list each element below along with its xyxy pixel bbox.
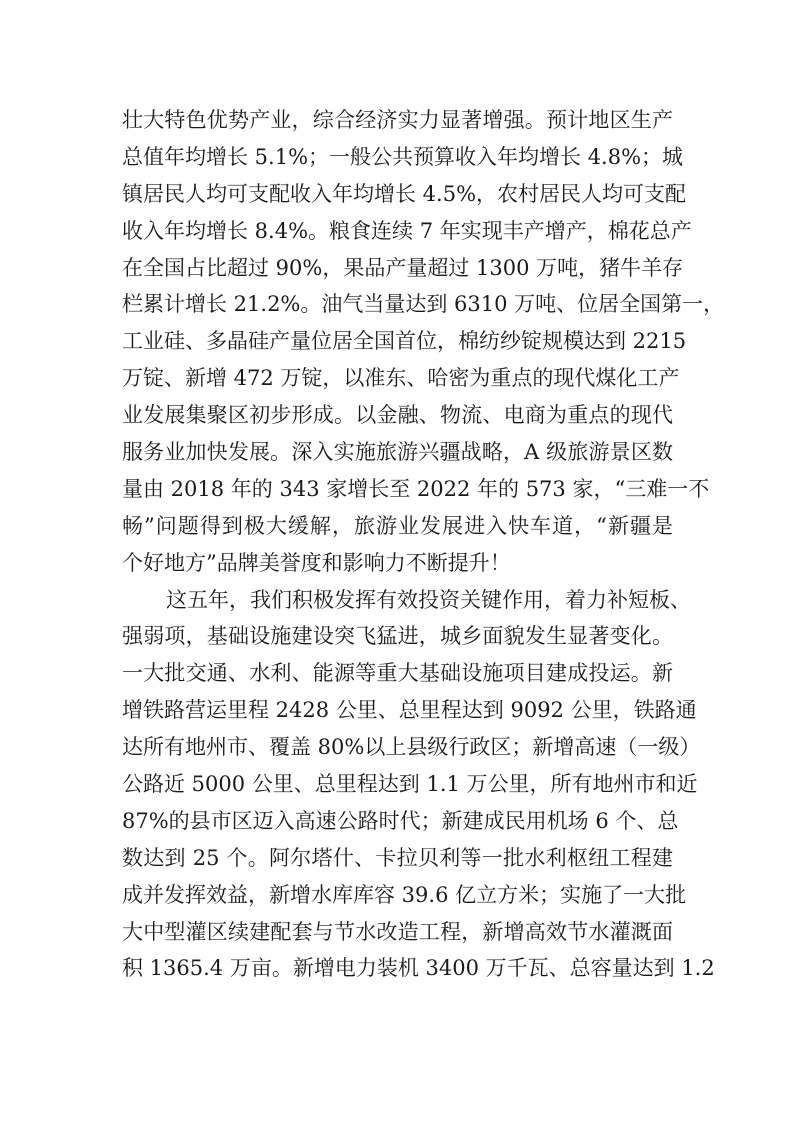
text-line: 工业硅、多晶硅产量位居全国首位，棉纺纱锭规模达到 2215	[122, 329, 687, 354]
text-line: 个好地方”品牌美誉度和影响力不断提升！	[122, 550, 511, 575]
text-line: 万锭、新增 472 万锭，以准东、哈密为重点的现代煤化工产	[122, 366, 680, 391]
text-line: 服务业加快发展。深入实施旅游兴疆战略，A 级旅游景区数	[122, 440, 673, 465]
document-page	[122, 102, 725, 987]
text-line: 87%的县市区迈入高速公路时代；新建成民用机场 6 个、总	[122, 808, 679, 833]
text-line: 收入年均增长 8.4%。粮食连续 7 年实现丰产增产，棉花总产	[122, 218, 692, 243]
text-line: 镇居民人均可支配收入年均增长 4.5%，农村居民人均可支配	[122, 181, 687, 206]
text-line: 成并发挥效益，新增水库库容 39.6 亿立方米；实施了一大批	[122, 882, 687, 907]
text-line: 大中型灌区续建配套与节水改造工程，新增高效节水灌溉面	[122, 919, 673, 944]
text-line: 数达到 25 个。阿尔塔什、卡拉贝利等一批水利枢纽工程建	[122, 845, 673, 870]
text-line: 畅”问题得到极大缓解，旅游业发展进入快车道，“新疆是	[122, 513, 673, 538]
text-line: 这五年，我们积极发挥有效投资关键作用，着力补短板、	[166, 587, 691, 612]
text-line: 栏累计增长 21.2%。油气当量达到 6310 万吨、位居全国第一，	[122, 292, 725, 317]
text-line: 增铁路营运里程 2428 公里、总里程达到 9092 公里，铁路通	[122, 698, 697, 723]
text-line: 量由 2018 年的 343 家增长至 2022 年的 573 家，“三难一不	[122, 476, 710, 501]
text-line: 公路近 5000 公里、总里程达到 1.1 万公里，所有地州市和近	[122, 772, 698, 797]
text-line: 在全国占比超过 90%，果品产量超过 1300 万吨，猪牛羊存	[122, 255, 684, 280]
text-line: 强弱项，基础设施建设突飞猛进，城乡面貌发生显著变化。	[122, 624, 673, 649]
text-line: 积 1365.4 万亩。新增电力装机 3400 万千瓦、总容量达到 1.2	[122, 956, 715, 981]
text-line: 一大批交通、水利、能源等重大基础设施项目建成投运。新	[122, 661, 673, 686]
text-line: 壮大特色优势产业，综合经济实力显著增强。预计地区生产	[122, 108, 673, 132]
paragraph-economy	[122, 102, 725, 582]
text-line: 达所有地州市、覆盖 80%以上县级行政区；新增高速（一级）	[122, 735, 701, 760]
text-line: 总值年均增长 5.1%；一般公共预算收入年均增长 4.8%；城	[122, 144, 684, 169]
paragraph-infrastructure	[122, 582, 715, 988]
text-line: 业发展集聚区初步形成。以金融、物流、电商为重点的现代	[122, 403, 673, 428]
